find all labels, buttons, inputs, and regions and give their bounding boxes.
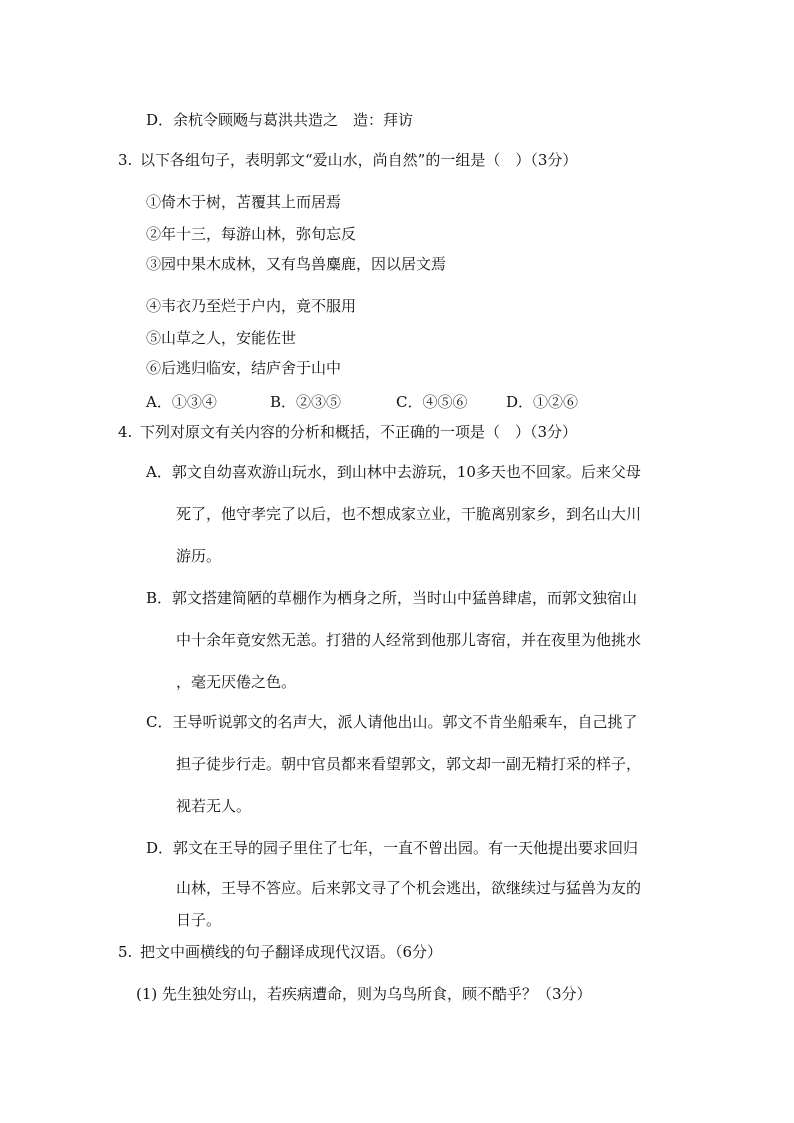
q5-subquestion-1: (1) 先生独处穷山，若疾病遭命，则为乌鸟所食，顾不酷乎？（3分） xyxy=(136,985,592,1003)
q4-option-d-line-2: 山林，王导不答应。后来郭文寻了个机会逃出，欲继续过与猛兽为友的 xyxy=(176,879,642,897)
q3-option-c: C．④⑤⑥ xyxy=(396,393,468,411)
q3-item-2: ②年十三，每游山林，弥旬忘反 xyxy=(146,225,357,243)
q3-option-d: D．①②⑥ xyxy=(506,393,579,411)
question-3-number: 3. xyxy=(118,151,133,169)
q3-option-b: B．②③⑤ xyxy=(270,393,342,411)
question-5-text: 把文中画横线的句子翻译成现代汉语。（6分） xyxy=(140,943,443,961)
q2-option-d: D．余杭令顾飏与葛洪共造之 造：拜访 xyxy=(146,111,414,129)
q3-option-a: A．①③④ xyxy=(146,393,217,411)
question-4-stem xyxy=(118,422,577,442)
question-5-stem xyxy=(118,942,442,962)
q4-option-c-line-1: C．王导听说郭文的名声大，派人请他出山。郭文不肯坐船乘车，自己挑了 xyxy=(146,713,638,731)
q4-option-d-line-1: D．郭文在王导的园子里住了七年，一直不曾出园。有一天他提出要求回归 xyxy=(146,839,639,857)
q4-option-a-line-1: A．郭文自幼喜欢游山玩水，到山林中去游玩，10多天也不回家。后来父母 xyxy=(146,463,641,481)
question-3-stem xyxy=(118,150,577,170)
q3-item-6: ⑥后逃归临安，结庐舍于山中 xyxy=(146,359,342,377)
q4-option-b-line-1: B．郭文搭建简陋的草棚作为栖身之所，当时山中猛兽肆虐，而郭文独宿山 xyxy=(146,589,638,607)
q4-option-b-line-2: 中十余年竟安然无恙。打猎的人经常到他那儿寄宿，并在夜里为他挑水 xyxy=(176,631,642,649)
q3-item-5: ⑤山草之人，安能佐世 xyxy=(146,329,297,347)
q4-option-b-line-3: ，毫无厌倦之色。 xyxy=(176,673,297,691)
question-5-number: 5. xyxy=(118,943,133,961)
q4-option-c-line-3: 视若无人。 xyxy=(176,797,252,815)
question-4-number: 4. xyxy=(118,423,133,441)
q4-option-a-line-2: 死了，他守孝完了以后，也不想成家立业，干脆离别家乡，到名山大川 xyxy=(176,505,642,523)
q3-item-4: ④韦衣乃至烂于户内，竟不服用 xyxy=(146,297,357,315)
q4-option-c-line-2: 担子徒步行走。朝中官员都来看望郭文，郭文却一副无精打采的样子， xyxy=(176,755,642,773)
q3-item-1: ①倚木于树，苫覆其上而居焉 xyxy=(146,193,342,211)
question-3-text: 以下各组句子，表明郭文“爱山水，尚自然”的一组是（ ）（3分） xyxy=(140,151,578,169)
q3-item-3: ③园中果木成林，又有鸟兽麋鹿，因以居文焉 xyxy=(146,255,447,273)
q4-option-d-line-3: 日子。 xyxy=(176,911,222,929)
question-4-text: 下列对原文有关内容的分析和概括，不正确的一项是（ ）（3分） xyxy=(140,423,578,441)
q4-option-a-line-3: 游历。 xyxy=(176,547,222,565)
